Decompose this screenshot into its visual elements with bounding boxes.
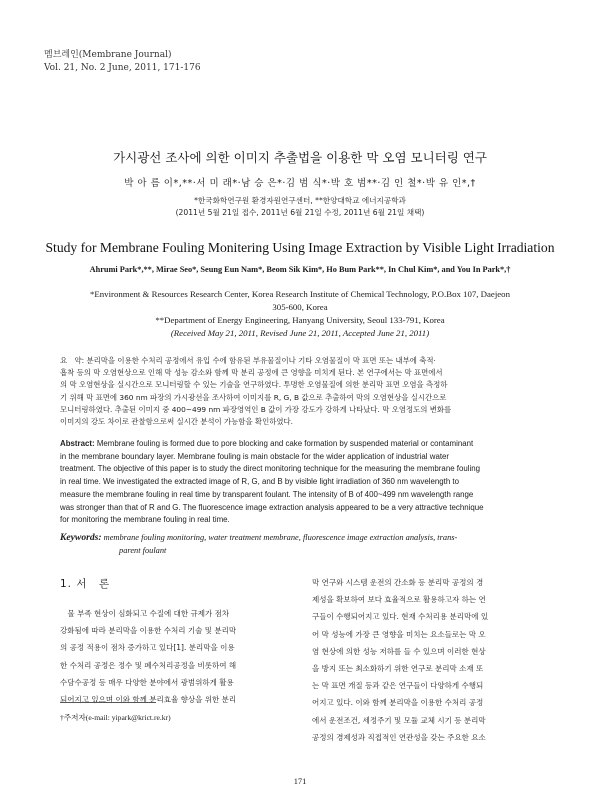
- body-line: 막 연구와 시스템 운전의 간소화 등 분리막 공정의 경: [312, 578, 484, 587]
- body-column-left: [60, 605, 292, 708]
- body-line: 을 방지 또는 최소화하기 위한 연구로 분리막 소재 또: [312, 664, 484, 674]
- keywords-text: membrane fouling monitoring, water treatment membrane, fluorescence image extraction analysis, trans-: [103, 533, 458, 542]
- english-authors: Ahrumi Park*,**, Mirae Seo*, Seung Eun Nam*, Beom Sik Kim*, Ho Bum Park**, In Chul Kim*, and You In Park*,†: [89, 265, 511, 274]
- abstract-line: treatment. The objective of this paper is to study the direct monitoring technique for the measuring the membrane fouling: [60, 464, 481, 474]
- body-line: 에서 운전조건, 세정주기 및 모듈 교체 시기 등 분리막: [312, 715, 486, 725]
- keywords-line: [60, 532, 540, 545]
- abstract-line: [60, 438, 540, 451]
- english-title: Study for Membrane Fouling Monitering Using Image Extraction by Visible Light Irradiation: [45, 240, 555, 255]
- abstract-line: 모니터링하였다. 추출된 이미지 중 400~499 nm 파장영역인 B 값이 가장 강도가 강하게 나타났다. 막 오염정도의 변화를: [60, 404, 452, 414]
- journal-name: 멤브레인(Membrane Journal): [44, 50, 172, 60]
- keywords-line: parent foulant: [119, 545, 167, 555]
- english-affiliation: [70, 288, 530, 328]
- abstract-line: 요 약: 분리막을 이용한 수처리 공정에서 유입 수에 함유된 부유물질이나 기타 오염물질이 막 표면 또는 내부에 축적·: [60, 356, 436, 365]
- abstract-line: in real time. We investigated the extracted image of R, G, and B by visible light irradiation of 360 nm wavelength to: [60, 477, 459, 487]
- keywords: [60, 532, 540, 557]
- abstract-label: Abstract:: [60, 439, 95, 448]
- body-line: 구들이 수행되어지고 있다. 현재 수처리용 분리막에 있: [312, 612, 489, 622]
- abstract-line: 의 막 오염현상을 실시간으로 모니터링할 수 있는 기술을 연구하였다. 투명한 오염물질에 의한 분리막 표면 오염을 측정하: [60, 380, 448, 390]
- english-affiliation-line: 305-600, Korea: [272, 302, 328, 313]
- body-line: 는 막 표면 개질 등과 같은 연구들이 다양하게 수행되: [312, 681, 484, 691]
- body-line: 강화됨에 따라 분리막을 이용한 수처리 기술 및 분리막: [60, 626, 237, 636]
- keywords-colon: :: [98, 532, 102, 543]
- abstract-line: 흡착 등의 막 오염현상으로 인해 막 성능 감소와 함께 막 분리 공정에 큰 영향을 미치게 된다. 본 연구에서는 막 표면에서: [60, 368, 443, 378]
- abstract-line: in the membrane boundary layer. Membrane fouling is main obstacle for the wider application of industrial water: [60, 451, 450, 461]
- body-line: 의 공정 적용이 점차 증가하고 있다[1]. 분리막을 이용: [60, 643, 235, 653]
- korean-dates-line: (2011년 5월 21일 접수, 2011년 6월 21일 수정, 2011년 6월 21일 채택): [175, 208, 425, 217]
- abstract-line: for monitoring the membrane fouling in real time.: [60, 515, 230, 525]
- abstract-line: 이미지의 강도 차이로 관찰함으로써 실시간 분석이 가능함을 확인하였다.: [60, 417, 293, 427]
- abstract-text: Membrane fouling is formed due to pore blocking and cake formation by suspended material or contaminant: [96, 439, 474, 448]
- abstract-line: measure the membrane fouling in real time by transparent foulant. The intensity of B of 400~499 nm wavelength range: [60, 489, 474, 499]
- journal-issue: Vol. 21, No. 2 June, 2011, 171-176: [44, 63, 201, 73]
- body-line: 제성을 확보하여 보다 효율적으로 활용하고자 하는 연: [312, 595, 486, 605]
- english-abstract: [60, 438, 540, 527]
- korean-abstract: [60, 355, 540, 428]
- korean-affiliation-line: *한국화학연구원 환경자원연구센터, **한양대학교 에너지공학과: [194, 196, 406, 205]
- footnote: †주저자(e-mail: yipark@krict.re.kr): [60, 713, 171, 722]
- body-line: 어지고 있다. 이와 함께 분리막을 이용한 수처리 공정: [312, 698, 484, 708]
- body-line: 수담수공정 등 매우 다양한 분야에서 광범위하게 활용: [60, 677, 234, 687]
- footnote-divider: [60, 702, 156, 703]
- body-line: 되어지고 있으며 이와 함께 분리효율 향상을 위한 분리: [60, 695, 237, 705]
- section-title: 1. 서 론: [60, 578, 111, 590]
- body-line: 공정의 경제성과 직접적인 연관성을 갖는 주요한 요소: [312, 732, 486, 742]
- keywords-label: Keywords: [60, 532, 99, 543]
- korean-authors: 박 아 름 이*,**·서 미 래*·남 승 은*·김 범 식*·박 호 범**·김 인 철*·박 유 인*,†: [124, 178, 476, 189]
- body-line: 염 현상에 의한 성능 저하를 들 수 있으며 이러한 현상: [312, 646, 486, 656]
- body-column-right: [312, 574, 544, 746]
- body-line: 물 부족 현상이 심화되고 수질에 대한 규제가 점차: [60, 609, 230, 618]
- korean-title: 가시광선 조사에 의한 이미지 추출법을 이용한 막 오염 모니터링 연구: [113, 150, 487, 165]
- journal-header: [44, 49, 201, 75]
- abstract-line: 기 위해 막 표면에 360 nm 파장의 가시광선을 조사하여 이미지를 R, G, B 값으로 추출하여 막의 오염현상을 실시간으로: [60, 392, 447, 402]
- abstract-line: was stronger than that of R and G. The fluorescence image extraction analysis appeared to be a very attractive technique: [60, 502, 484, 512]
- body-line: 어 막 성능에 가장 큰 영향을 미치는 요소들로는 막 오: [312, 629, 486, 639]
- english-affiliation-line: *Environment & Resources Research Center, Korea Research Institute of Chemical Technology, P.O.Box 107, Daejeon: [90, 289, 510, 299]
- received-dates: (Received May 21, 2011, Revised June 21, 2011, Accepted June 21, 2011): [170, 328, 430, 338]
- korean-affiliation: [0, 195, 600, 219]
- body-line: 한 수처리 공정은 정수 및 폐수처리공정을 비롯하여 해: [60, 660, 237, 670]
- page-number: 171: [293, 777, 307, 786]
- english-affiliation-line: **Department of Energy Engineering, Hanyang University, Seoul 133-791, Korea: [155, 315, 445, 326]
